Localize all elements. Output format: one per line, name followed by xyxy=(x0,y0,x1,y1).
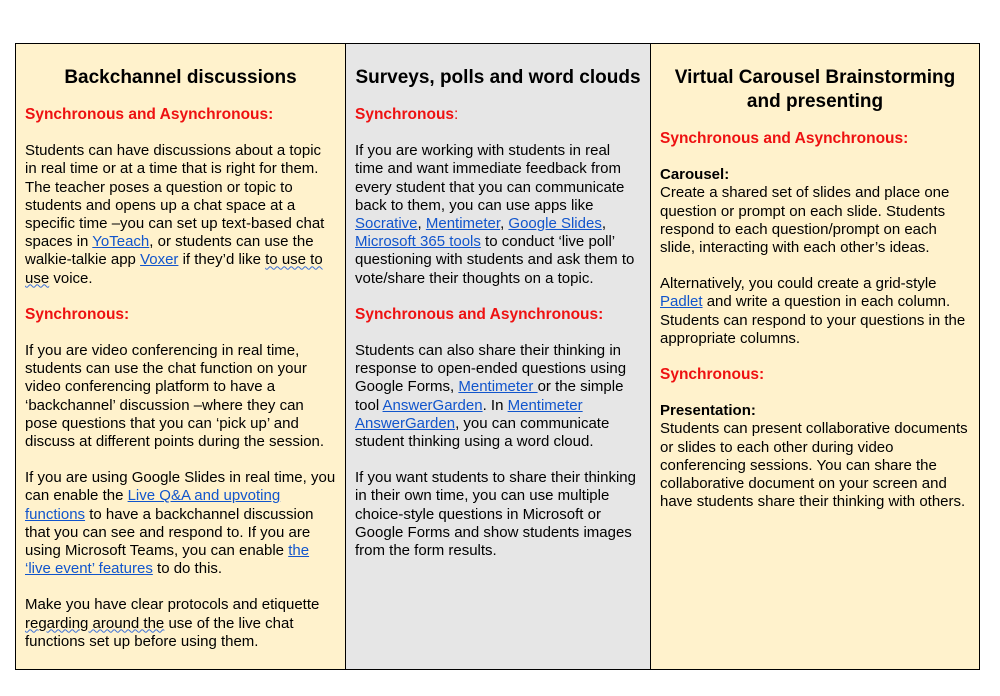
link-socrative[interactable]: Socrative xyxy=(355,215,418,233)
heading-sync-async: Synchronous and Asynchronous: xyxy=(355,305,604,323)
link-live-event[interactable]: the ‘live event’ features xyxy=(25,542,310,578)
paragraph: If you want students to share their thinking in their own time, you can use multiple choice-style questions in Microsoft or Google Forms and show students images from the form results. xyxy=(355,469,636,560)
heading-sync: Synchronous: xyxy=(25,305,130,323)
column-title: Surveys, polls and word clouds xyxy=(355,67,641,88)
link-live-qa[interactable]: Live Q&A and upvoting functions xyxy=(25,487,281,523)
column-title: Backchannel discussions xyxy=(64,67,297,88)
paragraph: Students can have discussions about a topic in real time or at a time that is right for them. The teacher poses a question or topic to students and opens up a chat space at a specific time –you can set up text-based chat spaces in YoTeach, or students can use the walkie-talkie app Voxer if they’d like to use to use voice. xyxy=(25,142,325,287)
link-mentimeter-answergarden[interactable]: Mentimeter AnswerGarden xyxy=(355,396,583,432)
paragraph: Alternatively, you could create a grid-style Padlet and write a question in each column. Students can respond to your questions in the appropriate columns. xyxy=(660,275,966,347)
link-google-slides[interactable]: Google Slides xyxy=(508,215,602,233)
paragraph: If you are using Google Slides in real time, you can enable the Live Q&A and upvoting functions to have a backchannel discussion that you can see and respond to. If you are using Microsoft Teams, you can enable the ‘live event’ features to do this. xyxy=(25,469,336,578)
activities-table xyxy=(15,43,980,670)
subheading-carousel: Carousel: xyxy=(660,166,730,184)
spellcheck-mark: use xyxy=(25,269,50,287)
spellcheck-mark: regarding around the xyxy=(25,614,165,632)
column-carousel xyxy=(651,44,979,669)
paragraph: If you are working with students in real time and want immediate feedback from every student that you can communicate back to them, you can use apps like Socrative, Mentimeter, Google Slides, Microsoft 365 tools to conduct ‘live poll’ questioning with students and ask them to vote/share their thoughts on a topic. xyxy=(355,142,635,287)
heading-sync-async: Synchronous and Asynchronous: xyxy=(25,106,274,123)
column-surveys xyxy=(346,44,651,669)
paragraph: Students can also share their thinking in response to open-ended questions using Google Forms, Mentimeter or the simple tool AnswerGarden. In Mentimeter AnswerGarden, you can communicate student thinking using a word cloud. xyxy=(355,342,627,451)
link-mentimeter[interactable]: Mentimeter xyxy=(458,378,538,396)
column-backchannel xyxy=(16,44,346,669)
paragraph: Make you have clear protocols and etiquette regarding around the use of the live chat functions set up before using them. xyxy=(25,596,320,650)
column-title: Virtual Carousel Brainstorming and presenting xyxy=(674,67,956,112)
link-yoteach[interactable]: YoTeach xyxy=(92,233,150,251)
heading-sync: Synchronous: xyxy=(355,106,459,123)
heading-sync-async: Synchronous and Asynchronous: xyxy=(660,130,909,147)
paragraph: If you are video conferencing in real time, students can use the chat function on your video conferencing platform to have a ‘backchannel’ discussion –where they can pose questions that you can ‘pick up’ and discuss at different points during the session. xyxy=(25,342,325,451)
link-padlet[interactable]: Padlet xyxy=(660,293,703,311)
heading-sync: Synchronous: xyxy=(660,366,765,384)
subheading-presentation: Presentation: xyxy=(660,402,756,420)
link-voxer[interactable]: Voxer xyxy=(140,251,179,269)
link-microsoft-365[interactable]: Microsoft 365 tools xyxy=(355,233,481,251)
paragraph: Presentation: Students can present collaborative documents or slides to each other during video conferencing sessions. You can share the collaborative document on your screen and have students share their thinking with others. xyxy=(660,402,970,511)
spellcheck-mark: to use to xyxy=(265,251,323,269)
paragraph: Carousel: Create a shared set of slides and place one question or prompt on each slide. Students respond to each question/prompt on each slide, interacting with each other’s ideas. xyxy=(660,166,970,257)
link-answergarden[interactable]: AnswerGarden xyxy=(382,396,483,414)
link-mentimeter[interactable]: Mentimeter xyxy=(425,215,501,233)
